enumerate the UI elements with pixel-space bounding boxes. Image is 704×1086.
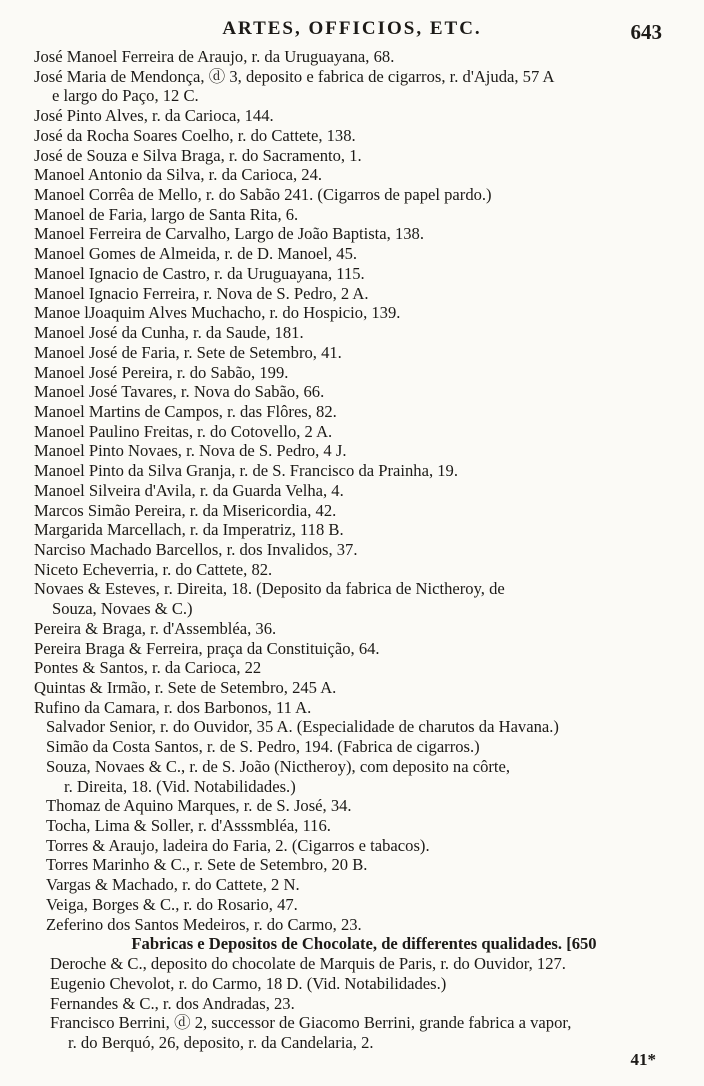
list-item: Pereira & Braga, r. d'Assembléa, 36. <box>34 618 277 638</box>
list-item: Manoel Pinto da Silva Granja, r. de S. Francisco da Prainha, 19. <box>34 461 458 481</box>
list-item: Veiga, Borges & C., r. do Rosario, 47. <box>46 894 298 914</box>
signature-mark: 41* <box>630 1050 656 1069</box>
list-item: José Maria de Mendonça, ⓓ 3, deposito e fabrica de cigarros, r. d'Ajuda, 57 A <box>34 66 555 86</box>
list-item: Thomaz de Aquino Marques, r. de S. José, 34. <box>46 796 352 816</box>
list-item: Novaes & Esteves, r. Direita, 18. (Deposito da fabrica de Nictheroy, de <box>34 579 505 599</box>
list-item: Manoel Gomes de Almeida, r. de D. Manoel, 45. <box>34 244 358 264</box>
list-item: Tocha, Lima & Soller, r. d'Asssmbléa, 116. <box>46 816 331 836</box>
list-item: Simão da Costa Santos, r. de S. Pedro, 194. (Fabrica de cigarros.) <box>46 737 480 757</box>
section-heading: Fabricas e Depositos de Chocolate, de differentes qualidades. [650 <box>131 934 597 954</box>
list-item-continuation: e largo do Paço, 12 C. <box>52 86 199 106</box>
list-item: Manoel de Faria, largo de Santa Rita, 6. <box>34 204 299 224</box>
list-item: Manoel Ignacio Ferreira, r. Nova de S. Pedro, 2 A. <box>34 283 369 303</box>
list-item: Manoel Pinto Novaes, r. Nova de S. Pedro, 4 J. <box>34 441 347 461</box>
list-item-continuation: r. do Berquó, 26, deposito, r. da Candelaria, 2. <box>68 1032 374 1052</box>
page-number: 643 <box>630 20 662 44</box>
list-item: Manoel José Tavares, r. Nova do Sabão, 66. <box>34 382 325 402</box>
list-item-continuation: r. Direita, 18. (Vid. Notabilidades.) <box>64 776 296 796</box>
list-item: Souza, Novaes & C., r. de S. João (Nictheroy), com deposito na côrte, <box>46 756 511 776</box>
list-item: Salvador Senior, r. do Ouvidor, 35 A. (Especialidade de charutos da Havana.) <box>46 717 559 737</box>
list-item: Pereira Braga & Ferreira, praça da Constituição, 64. <box>34 638 380 658</box>
list-item: Quintas & Irmão, r. Sete de Setembro, 245 A. <box>34 678 337 697</box>
list-item: Eugenio Chevolot, r. do Carmo, 18 D. (Vid. Notabilidades.) <box>50 973 447 993</box>
list-item: Rufino da Camara, r. dos Barbonos, 11 A. <box>34 697 312 717</box>
list-item: Deroche & C., deposito do chocolate de Marquis de Paris, r. do Ouvidor, 127. <box>50 954 566 974</box>
list-item: Vargas & Machado, r. do Cattete, 2 N. <box>46 875 300 895</box>
list-item: Manoel Silveira d'Avila, r. da Guarda Velha, 4. <box>34 480 344 500</box>
list-item: Manoel José de Faria, r. Sete de Setembro, 41. <box>34 342 342 362</box>
list-item: Margarida Marcellach, r. da Imperatriz, 118 B. <box>34 520 344 540</box>
list-item: Torres & Araujo, ladeira do Faria, 2. (Cigarros e tabacos). <box>46 835 430 855</box>
list-item: Marcos Simão Pereira, r. da Misericordia, 42. <box>34 500 337 520</box>
list-item: Narciso Machado Barcellos, r. dos Invalidos, 37. <box>34 539 358 559</box>
list-item: José da Rocha Soares Coelho, r. do Cattete, 138. <box>34 125 356 145</box>
list-item: Pontes & Santos, r. da Carioca, 22 <box>34 658 262 678</box>
list-item: Manoel José da Cunha, r. da Saude, 181. <box>34 323 304 343</box>
list-item-continuation: Souza, Novaes & C.) <box>52 599 193 619</box>
list-item: Francisco Berrini, ⓓ 2, successor de Giacomo Berrini, grande fabrica a vapor, <box>50 1013 572 1033</box>
list-item: Manoel Corrêa de Mello, r. do Sabão 241. (Cigarros de papel pardo.) <box>34 185 492 205</box>
list-item: Manoel José Pereira, r. do Sabão, 199. <box>34 362 289 382</box>
list-item: Manoel Martins de Campos, r. das Flôres, 82. <box>34 401 337 421</box>
list-item: Fernandes & C., r. dos Andradas, 23. <box>50 993 295 1013</box>
list-item: José de Souza e Silva Braga, r. do Sacramento, 1. <box>34 145 362 165</box>
list-item: Manoel Paulino Freitas, r. do Cotovello, 2 A. <box>34 421 333 441</box>
directory-listing <box>34 47 674 1053</box>
running-header: ARTES, OFFICIOS, ETC. <box>222 18 482 39</box>
list-item: Zeferino dos Santos Medeiros, r. do Carmo, 23. <box>46 914 362 934</box>
list-item: Manoel Ferreira de Carvalho, Largo de João Baptista, 138. <box>34 224 424 244</box>
list-item: José Pinto Alves, r. da Carioca, 144. <box>34 106 274 126</box>
list-item: Torres Marinho & C., r. Sete de Setembro, 20 B. <box>46 855 368 875</box>
list-item: Manoe lJoaquim Alves Muchacho, r. do Hospicio, 139. <box>34 303 401 323</box>
list-item: Niceto Echeverria, r. do Cattete, 82. <box>34 559 273 579</box>
list-item: José Manoel Ferreira de Araujo, r. da Uruguayana, 68. <box>34 47 395 66</box>
list-item: Manoel Ignacio de Castro, r. da Uruguayana, 115. <box>34 263 365 283</box>
list-item: Manoel Antonio da Silva, r. da Carioca, 24. <box>34 165 323 185</box>
